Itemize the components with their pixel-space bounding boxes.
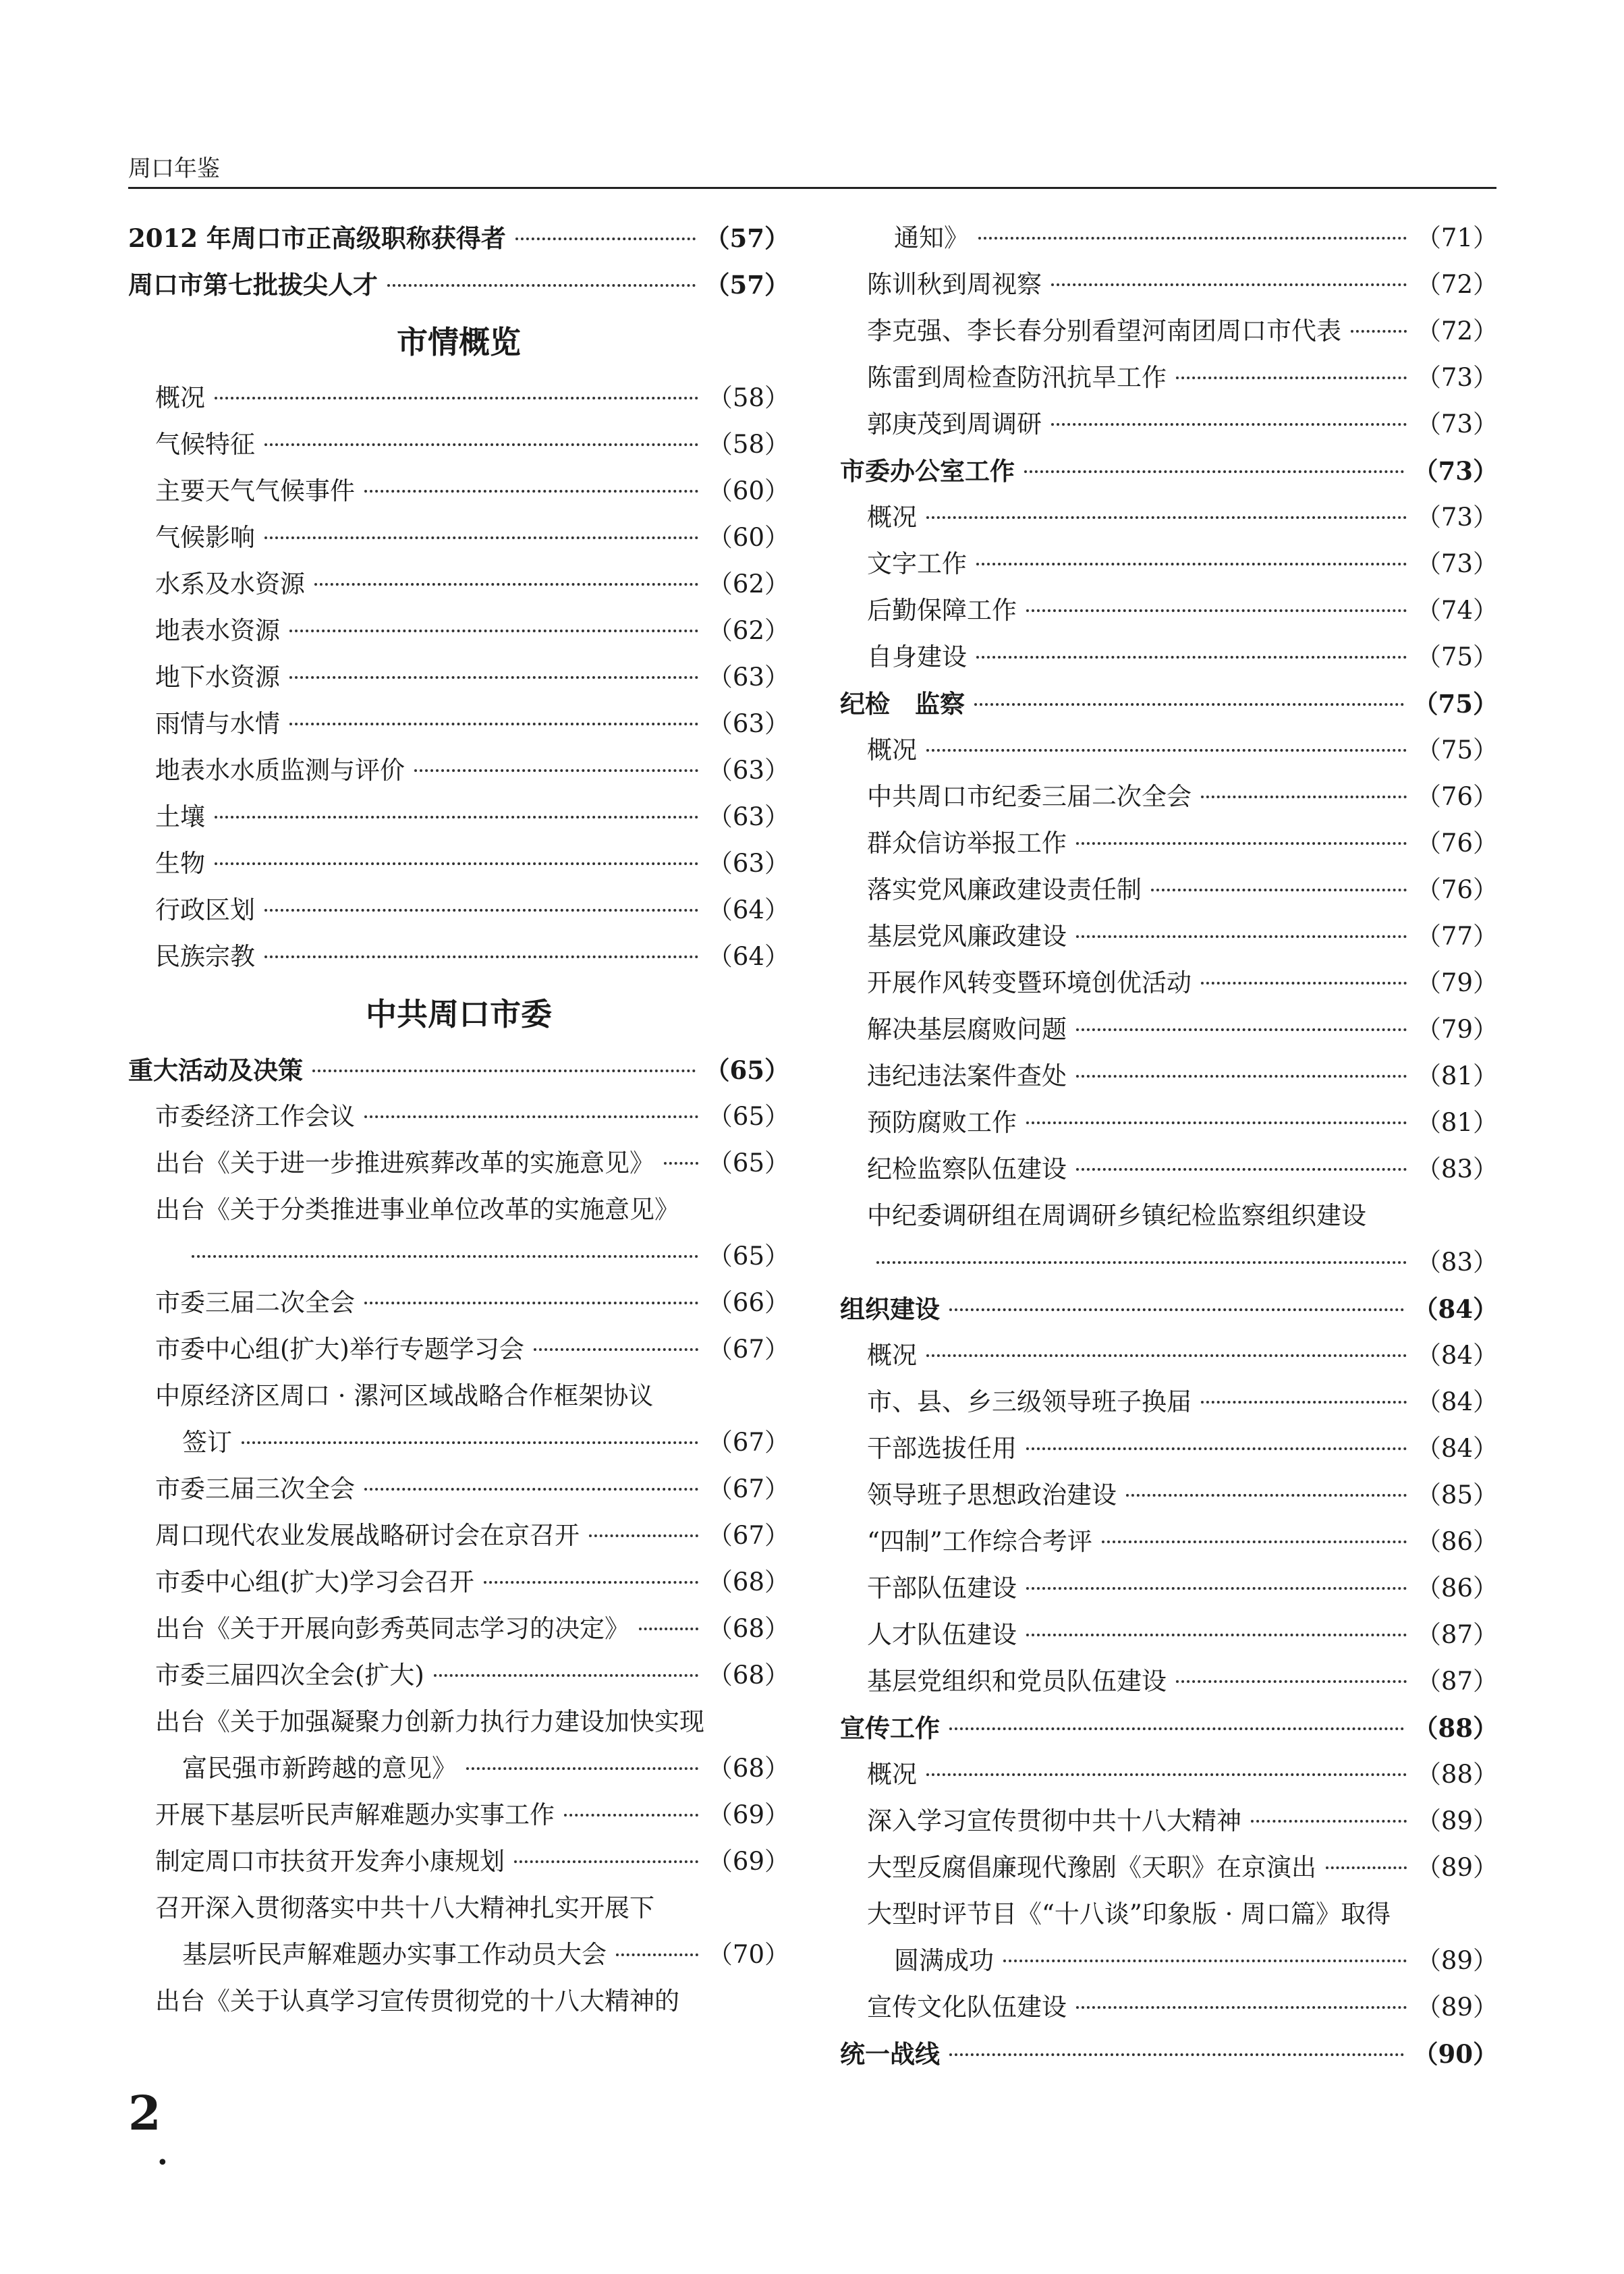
dot-leader bbox=[1051, 283, 1407, 286]
toc-entry-label: 中共周口市纪委三届二次全会 bbox=[867, 782, 1192, 811]
toc-entry-page: （69） bbox=[707, 1847, 789, 1876]
dot-leader bbox=[976, 656, 1407, 659]
toc-entry-page: （71） bbox=[1416, 223, 1498, 252]
toc-entry bbox=[840, 1240, 1498, 1285]
toc-entry bbox=[840, 1892, 1498, 1937]
dot-leader bbox=[1076, 2006, 1407, 2009]
dot-leader bbox=[1201, 982, 1407, 985]
toc-entry bbox=[840, 1799, 1498, 1843]
toc-entry bbox=[128, 1700, 789, 1744]
dot-leader bbox=[1201, 796, 1407, 798]
toc-entry-label: 地表水资源 bbox=[155, 616, 280, 645]
dot-leader bbox=[364, 1488, 698, 1491]
toc-entry bbox=[128, 1560, 789, 1605]
dot-leader bbox=[215, 816, 698, 819]
toc-entry-page: （84） bbox=[1413, 1294, 1498, 1324]
dot-leader bbox=[484, 1581, 698, 1584]
toc-entry bbox=[840, 588, 1498, 633]
toc-entry-label: 深入学习宣传贯彻中共十八大精神 bbox=[867, 1806, 1241, 1835]
toc-entry-label: 陈训秋到周视察 bbox=[867, 270, 1042, 299]
toc-entry bbox=[840, 1007, 1498, 1052]
toc-entry-label: 民族宗教 bbox=[155, 942, 255, 971]
toc-entry-page: （83） bbox=[1416, 1248, 1498, 1277]
toc-entry-page: （58） bbox=[707, 383, 789, 412]
toc-entry-page: （63） bbox=[707, 802, 789, 831]
toc-entry-page: （66） bbox=[707, 1288, 789, 1317]
toc-entry bbox=[128, 1327, 789, 1372]
toc-entry-label: 重大活动及决策 bbox=[128, 1055, 303, 1085]
dot-leader bbox=[926, 516, 1407, 519]
toc-entry bbox=[128, 1374, 789, 1418]
toc-entry-label: 纪检监察队伍建设 bbox=[867, 1155, 1067, 1184]
toc-entry bbox=[128, 376, 789, 420]
dot-leader bbox=[876, 1261, 1407, 1264]
toc-entry-page: （81） bbox=[1416, 1108, 1498, 1137]
toc-entry-label: 气候影响 bbox=[155, 523, 255, 552]
toc-entry bbox=[840, 1473, 1498, 1518]
toc-entry-page: （72） bbox=[1416, 316, 1498, 345]
toc-entry bbox=[128, 1281, 789, 1325]
toc-entry-page: （62） bbox=[707, 616, 789, 645]
toc-entry bbox=[840, 1054, 1498, 1099]
dot-leader bbox=[1026, 1447, 1407, 1450]
toc-entry-page: （86） bbox=[1416, 1527, 1498, 1556]
toc-entry-label: 开展作风转变暨环境创优活动 bbox=[867, 968, 1192, 997]
toc-entry-page: （64） bbox=[707, 895, 789, 924]
toc-entry bbox=[840, 682, 1498, 726]
toc-entry bbox=[840, 914, 1498, 959]
toc-entry-page: （84） bbox=[1416, 1341, 1498, 1370]
toc-entry bbox=[128, 1048, 789, 1092]
toc-entry-label: 文字工作 bbox=[867, 549, 967, 578]
toc-entry-label: 组织建设 bbox=[840, 1294, 940, 1324]
toc-entry-label: 市委中心组(扩大)学习会召开 bbox=[155, 1568, 474, 1597]
toc-entry-label: 基层听民声解难题办实事工作动员大会 bbox=[182, 1940, 607, 1969]
toc-entry-page: （73） bbox=[1416, 363, 1498, 392]
toc-entry bbox=[840, 1101, 1498, 1145]
toc-entry-page: （73） bbox=[1416, 503, 1498, 532]
toc-entry-page: （58） bbox=[707, 430, 789, 459]
toc-entry bbox=[128, 1607, 789, 1651]
dot-leader bbox=[387, 284, 696, 287]
toc-entry bbox=[840, 402, 1498, 447]
toc-entry-page: （87） bbox=[1416, 1667, 1498, 1696]
toc-entry-label: 自身建设 bbox=[867, 642, 967, 671]
toc-entry-page: （76） bbox=[1416, 875, 1498, 904]
dot-leader bbox=[434, 1674, 698, 1677]
dot-leader bbox=[534, 1348, 698, 1351]
header-rule bbox=[128, 187, 1496, 189]
dot-leader bbox=[215, 397, 698, 399]
dot-leader bbox=[949, 2053, 1404, 2056]
dot-leader bbox=[664, 1162, 698, 1165]
toc-entry-label: 气候特征 bbox=[155, 430, 255, 459]
toc-entry bbox=[840, 1985, 1498, 2030]
toc-entry-label: 干部队伍建设 bbox=[867, 1574, 1017, 1603]
toc-entry-page: （89） bbox=[1416, 1993, 1498, 2022]
toc-entry-label: 李克强、李长春分别看望河南团周口市代表 bbox=[867, 316, 1341, 345]
toc-entry bbox=[840, 1752, 1498, 1797]
dot-leader bbox=[949, 1727, 1404, 1730]
toc-entry bbox=[840, 495, 1498, 540]
toc-entry bbox=[128, 609, 789, 653]
toc-entry-label: 出台《关于分类推进事业单位改革的实施意见》 bbox=[155, 1195, 679, 1224]
toc-entry-page: （84） bbox=[1416, 1434, 1498, 1463]
toc-entry-label: 市委经济工作会议 bbox=[155, 1102, 355, 1131]
toc-entry-label: 概况 bbox=[867, 1760, 917, 1789]
toc-entry-page: （76） bbox=[1416, 829, 1498, 858]
toc-entry-page: （75） bbox=[1416, 642, 1498, 671]
toc-entry-page: （70） bbox=[707, 1940, 789, 1969]
toc-entry bbox=[128, 1420, 789, 1465]
toc-entry-label: 概况 bbox=[867, 503, 917, 532]
toc-entry bbox=[128, 516, 789, 560]
toc-entry-page: （88） bbox=[1413, 1713, 1498, 1743]
toc-entry-label: 预防腐败工作 bbox=[867, 1108, 1017, 1137]
dot-leader bbox=[1176, 1680, 1407, 1683]
toc-entry-page: （60） bbox=[707, 476, 789, 505]
toc-entry bbox=[840, 1194, 1498, 1238]
toc-entry bbox=[128, 1094, 789, 1139]
toc-entry-label: 富民强市新跨越的意见》 bbox=[182, 1754, 457, 1783]
toc-entry-page: （67） bbox=[707, 1335, 789, 1364]
dot-leader bbox=[514, 1860, 698, 1863]
toc-entry bbox=[840, 1613, 1498, 1657]
toc-entry-label: 概况 bbox=[155, 383, 205, 412]
toc-entry-label: 解决基层腐败问题 bbox=[867, 1015, 1067, 1044]
toc-entry bbox=[840, 1287, 1498, 1331]
dot-leader bbox=[926, 749, 1407, 752]
toc-entry-page: （72） bbox=[1416, 270, 1498, 299]
toc-entry-label: 市委三届四次全会(扩大) bbox=[155, 1661, 424, 1690]
toc-entry-label: 行政区划 bbox=[155, 895, 255, 924]
toc-entry-page: （73） bbox=[1413, 456, 1498, 486]
toc-entry-label: 统一战线 bbox=[840, 2039, 940, 2069]
dot-leader bbox=[1102, 1541, 1407, 1543]
toc-entry-label: 市委三届三次全会 bbox=[155, 1474, 355, 1503]
toc-entry-label: 出台《关于认真学习宣传贯彻党的十八大精神的 bbox=[155, 1987, 679, 2016]
toc-entry bbox=[840, 309, 1498, 354]
toc-entry-label: 违纪违法案件查处 bbox=[867, 1061, 1067, 1090]
toc-entry-label: 主要天气气候事件 bbox=[155, 476, 355, 505]
toc-entry-label: 周口现代农业发展战略研讨会在京召开 bbox=[155, 1521, 580, 1550]
toc-entry bbox=[840, 1566, 1498, 1611]
toc-entry-label: 周口市第七批拔尖人才 bbox=[128, 270, 378, 300]
dot-leader bbox=[1026, 609, 1407, 612]
dot-leader bbox=[1201, 1401, 1407, 1404]
toc-entry bbox=[840, 356, 1498, 400]
toc-entry-label: 大型时评节目《“十八谈”印象版 · 周口篇》取得 bbox=[867, 1899, 1391, 1929]
toc-entry bbox=[840, 1939, 1498, 1983]
toc-entry-label: 市委中心组(扩大)举行专题学习会 bbox=[155, 1335, 524, 1364]
toc-entry bbox=[128, 469, 789, 514]
toc-entry-page: （67） bbox=[707, 1521, 789, 1550]
toc-entry bbox=[128, 1839, 789, 1884]
toc-entry-label: 签订 bbox=[182, 1428, 232, 1457]
toc-entry bbox=[128, 748, 789, 793]
toc-entry bbox=[128, 422, 789, 467]
toc-entry-label: 中纪委调研组在周调研乡镇纪检监察组织建设 bbox=[867, 1201, 1366, 1230]
toc-entry bbox=[128, 262, 789, 307]
toc-entry bbox=[840, 821, 1498, 866]
toc-entry-label: 市委办公室工作 bbox=[840, 456, 1015, 486]
toc-entry bbox=[840, 775, 1498, 819]
toc-entry-label: 出台《关于开展向彭秀英同志学习的决定》 bbox=[155, 1614, 629, 1643]
toc-entry-page: （75） bbox=[1416, 736, 1498, 765]
toc-entry bbox=[128, 841, 789, 886]
dot-leader bbox=[515, 238, 696, 240]
toc-entry-label: 市、县、乡三级领导班子换届 bbox=[867, 1387, 1192, 1416]
toc-entry-page: （60） bbox=[707, 523, 789, 552]
toc-entry bbox=[128, 655, 789, 700]
toc-entry bbox=[128, 1933, 789, 1977]
toc-entry-page: （67） bbox=[707, 1428, 789, 1457]
dot-leader bbox=[314, 583, 698, 586]
toc-entry-page: （73） bbox=[1416, 410, 1498, 439]
toc-entry-label: 土壤 bbox=[155, 802, 205, 831]
toc-entry-page: （68） bbox=[707, 1614, 789, 1643]
dot-leader bbox=[1076, 1075, 1407, 1078]
toc-entry-page: （87） bbox=[1416, 1620, 1498, 1649]
toc-entry bbox=[840, 1846, 1498, 1890]
toc-entry-label: 落实党风廉政建设责任制 bbox=[867, 875, 1142, 904]
header-title: 周口年鉴 bbox=[128, 155, 220, 182]
dot-leader bbox=[312, 1070, 696, 1072]
dot-leader bbox=[978, 237, 1407, 240]
dot-leader bbox=[926, 1773, 1407, 1776]
toc-entry-label: 陈雷到周检查防汛抗旱工作 bbox=[867, 363, 1167, 392]
dot-leader bbox=[289, 630, 698, 632]
toc-entry-page: （75） bbox=[1413, 689, 1498, 719]
toc-entry-page: （63） bbox=[707, 849, 789, 878]
toc-entry bbox=[128, 562, 789, 607]
toc-entry-label: “四制”工作综合考评 bbox=[867, 1527, 1092, 1556]
dot-leader bbox=[215, 862, 698, 865]
toc-entry-page: （64） bbox=[707, 942, 789, 971]
toc-entry-label: 出台《关于加强凝聚力创新力执行力建设加快实现 bbox=[155, 1707, 704, 1736]
toc-entry-label: 基层党风廉政建设 bbox=[867, 922, 1067, 951]
toc-entry-page: （69） bbox=[707, 1800, 789, 1829]
toc-entry bbox=[840, 1659, 1498, 1704]
toc-entry bbox=[840, 635, 1498, 680]
dot-leader bbox=[1076, 935, 1407, 938]
dot-leader bbox=[192, 1255, 698, 1258]
dot-leader bbox=[264, 955, 698, 958]
toc-entry-page: （63） bbox=[707, 756, 789, 785]
dot-leader bbox=[264, 536, 698, 539]
toc-entry-label: 地下水资源 bbox=[155, 663, 280, 692]
dot-leader bbox=[466, 1767, 698, 1770]
page-number-dot: • bbox=[157, 2151, 169, 2175]
toc-entry bbox=[128, 1979, 789, 2024]
toc-entry-label: 宣传工作 bbox=[840, 1713, 940, 1743]
toc-entry bbox=[840, 1147, 1498, 1192]
dot-leader bbox=[1151, 889, 1407, 891]
dot-leader bbox=[264, 909, 698, 912]
dot-leader bbox=[1026, 1121, 1407, 1124]
page-number: 2 bbox=[128, 2085, 161, 2141]
dot-leader bbox=[616, 1953, 698, 1956]
toc-entry-page: （68） bbox=[707, 1568, 789, 1597]
dot-leader bbox=[1076, 842, 1407, 845]
toc-entry-page: （68） bbox=[707, 1754, 789, 1783]
toc-entry-label: 概况 bbox=[867, 1341, 917, 1370]
dot-leader bbox=[949, 1308, 1404, 1311]
toc-entry-page: （90） bbox=[1413, 2039, 1498, 2069]
toc-entry-label: 郭庚茂到周调研 bbox=[867, 410, 1042, 439]
toc-entry-label: 基层党组织和党员队伍建设 bbox=[867, 1667, 1167, 1696]
toc-entry-label: 地表水水质监测与评价 bbox=[155, 756, 405, 785]
toc-entry bbox=[128, 795, 789, 839]
toc-entry-label: 市委三届二次全会 bbox=[155, 1288, 355, 1317]
toc-entry bbox=[840, 1426, 1498, 1471]
toc-entry-page: （89） bbox=[1416, 1806, 1498, 1835]
toc-entry bbox=[128, 1886, 789, 1931]
toc-entry bbox=[840, 868, 1498, 912]
toc-entry-page: （67） bbox=[707, 1474, 789, 1503]
toc-entry bbox=[128, 1467, 789, 1512]
toc-entry-page: （79） bbox=[1416, 968, 1498, 997]
toc-entry bbox=[840, 262, 1498, 307]
toc-entry-label: 水系及水资源 bbox=[155, 570, 305, 599]
toc-entry-label: 宣传文化队伍建设 bbox=[867, 1993, 1067, 2022]
toc-entry-page: （57） bbox=[704, 223, 789, 253]
toc-left-column bbox=[128, 216, 789, 2105]
toc-entry-page: （63） bbox=[707, 709, 789, 738]
toc-entry-page: （88） bbox=[1416, 1760, 1498, 1789]
dot-leader bbox=[289, 723, 698, 725]
toc-entry-label: 领导班子思想政治建设 bbox=[867, 1480, 1117, 1509]
toc-entry bbox=[128, 935, 789, 979]
toc-entry bbox=[840, 216, 1498, 260]
toc-entry-label: 生物 bbox=[155, 849, 205, 878]
dot-leader bbox=[1076, 1168, 1407, 1171]
dot-leader bbox=[1003, 1960, 1407, 1962]
toc-entry bbox=[128, 1746, 789, 1791]
toc-entry-label: 后勤保障工作 bbox=[867, 596, 1017, 625]
dot-leader bbox=[1076, 1028, 1407, 1031]
toc-entry bbox=[840, 1706, 1498, 1750]
toc-entry-label: 人才队伍建设 bbox=[867, 1620, 1017, 1649]
toc-entry-page: （81） bbox=[1416, 1061, 1498, 1090]
dot-leader bbox=[976, 563, 1407, 565]
toc-entry bbox=[840, 2032, 1498, 2076]
dot-leader bbox=[974, 703, 1404, 706]
dot-leader bbox=[1351, 330, 1407, 333]
toc-right-column bbox=[840, 216, 1498, 2105]
toc-entry bbox=[128, 888, 789, 933]
toc-entry-page: （65） bbox=[707, 1102, 789, 1131]
section-title: 中共周口市委 bbox=[366, 996, 552, 1032]
dot-leader bbox=[639, 1628, 698, 1630]
toc-entry-page: （65） bbox=[707, 1242, 789, 1271]
toc-entry-page: （79） bbox=[1416, 1015, 1498, 1044]
toc-entry-page: （73） bbox=[1416, 549, 1498, 578]
dot-leader bbox=[364, 1115, 698, 1118]
toc-entry-label: 大型反腐倡廉现代豫剧《天职》在京演出 bbox=[867, 1853, 1316, 1882]
toc-entry bbox=[840, 1380, 1498, 1424]
toc-entry-label: 纪检 监察 bbox=[840, 689, 965, 719]
toc-entry-label: 概况 bbox=[867, 736, 917, 765]
dot-leader bbox=[1024, 470, 1404, 473]
toc-entry-label: 制定周口市扶贫开发奔小康规划 bbox=[155, 1847, 505, 1876]
toc-entry-page: （65） bbox=[707, 1148, 789, 1177]
dot-leader bbox=[1326, 1866, 1407, 1869]
toc-entry-page: （65） bbox=[704, 1055, 789, 1085]
toc-entry-page: （62） bbox=[707, 570, 789, 599]
toc-entry bbox=[840, 961, 1498, 1005]
toc-entry-label: 2012 年周口市正高级职称获得者 bbox=[128, 223, 506, 253]
toc-entry bbox=[128, 1188, 789, 1232]
toc-entry-label: 开展下基层听民声解难题办实事工作 bbox=[155, 1800, 555, 1829]
toc-entry-page: （89） bbox=[1416, 1853, 1498, 1882]
toc-entry bbox=[840, 1333, 1498, 1378]
dot-leader bbox=[242, 1441, 698, 1444]
toc-entry-label: 群众信访举报工作 bbox=[867, 829, 1067, 858]
toc-entry bbox=[128, 1141, 789, 1186]
toc-entry-label: 干部选拔任用 bbox=[867, 1434, 1017, 1463]
dot-leader bbox=[589, 1534, 698, 1537]
toc-entry-page: （68） bbox=[707, 1661, 789, 1690]
dot-leader bbox=[1026, 1587, 1407, 1590]
toc-entry-label: 中原经济区周口 · 漯河区域战略合作框架协议 bbox=[155, 1381, 654, 1410]
toc-entry bbox=[840, 449, 1498, 493]
toc-entry-page: （89） bbox=[1416, 1946, 1498, 1975]
toc-entry bbox=[128, 702, 789, 746]
toc-entry bbox=[840, 728, 1498, 773]
toc-entry bbox=[840, 1520, 1498, 1564]
toc-entry-label: 圆满成功 bbox=[894, 1946, 994, 1975]
toc-entry bbox=[128, 1793, 789, 1837]
toc-entry-page: （76） bbox=[1416, 782, 1498, 811]
toc-entry bbox=[128, 1234, 789, 1279]
toc-entry bbox=[128, 1514, 789, 1558]
toc-entry-page: （63） bbox=[707, 663, 789, 692]
dot-leader bbox=[264, 443, 698, 446]
section-title: 市情概览 bbox=[397, 324, 521, 360]
toc-entry-page: （84） bbox=[1416, 1387, 1498, 1416]
toc-entry-page: （85） bbox=[1416, 1480, 1498, 1509]
toc-entry bbox=[128, 216, 789, 260]
dot-leader bbox=[1051, 423, 1407, 426]
dot-leader bbox=[1026, 1634, 1407, 1636]
toc-entry-label: 通知》 bbox=[894, 223, 969, 252]
dot-leader bbox=[364, 490, 698, 493]
dot-leader bbox=[364, 1302, 698, 1304]
toc-entry-page: （77） bbox=[1416, 922, 1498, 951]
toc-entry-page: （86） bbox=[1416, 1574, 1498, 1603]
toc-entry-page: （57） bbox=[704, 270, 789, 300]
toc-entry-page: （83） bbox=[1416, 1155, 1498, 1184]
toc-entry-page: （74） bbox=[1416, 596, 1498, 625]
toc-entry bbox=[840, 542, 1498, 586]
toc-entry-label: 出台《关于进一步推进殡葬改革的实施意见》 bbox=[155, 1148, 654, 1177]
dot-leader bbox=[1251, 1820, 1407, 1823]
toc-entry-label: 召开深入贯彻落实中共十八大精神扎实开展下 bbox=[155, 1893, 654, 1922]
toc-entry-label: 雨情与水情 bbox=[155, 709, 280, 738]
dot-leader bbox=[1176, 377, 1407, 379]
dot-leader bbox=[414, 769, 698, 772]
dot-leader bbox=[289, 676, 698, 679]
dot-leader bbox=[1126, 1494, 1407, 1497]
dot-leader bbox=[926, 1354, 1407, 1357]
dot-leader bbox=[564, 1814, 698, 1817]
toc-entry bbox=[128, 1653, 789, 1698]
